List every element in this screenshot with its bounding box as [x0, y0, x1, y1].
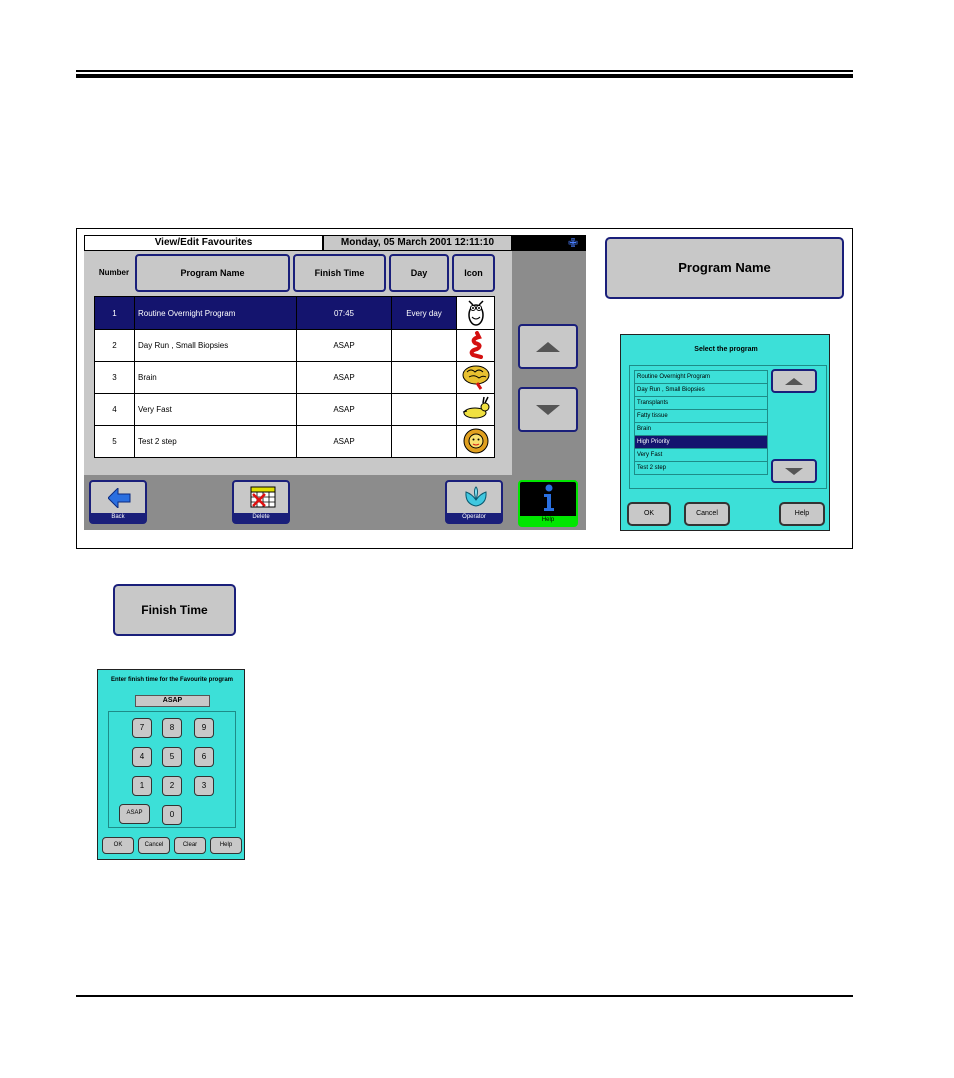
list-item[interactable]: Brain [634, 423, 768, 436]
finish-time-value: ASAP [135, 695, 210, 707]
row-program-name: Test 2 step [135, 426, 297, 458]
list-item[interactable]: Test 2 step [634, 462, 768, 475]
list-item[interactable]: Day Run , Small Biopsies [634, 384, 768, 397]
program-list-box [629, 365, 827, 489]
list-item[interactable]: Fatty tissue [634, 410, 768, 423]
key-3[interactable]: 3 [194, 776, 214, 796]
key-asap[interactable]: ASAP [119, 804, 150, 824]
wrench-icon: ✙ [567, 236, 578, 250]
operator-icon [463, 486, 489, 513]
row-day [392, 394, 457, 426]
column-header-program-name[interactable]: Program Name [135, 254, 290, 292]
help-button[interactable]: Help [779, 502, 825, 526]
row-finish-time: ASAP [297, 330, 392, 362]
row-number: 3 [95, 362, 135, 394]
help-label: Help [520, 516, 576, 525]
delete-button[interactable] [232, 480, 290, 524]
table-row[interactable] [95, 362, 495, 394]
key-2[interactable]: 2 [162, 776, 182, 796]
row-day [392, 362, 457, 394]
row-finish-time: ASAP [297, 362, 392, 394]
row-number: 5 [95, 426, 135, 458]
screen-datetime: Monday, 05 March 2001 12:11:10 [323, 235, 512, 251]
back-label: Back [91, 513, 145, 522]
arrow-up-icon [785, 378, 803, 385]
scroll-up-button[interactable] [518, 324, 578, 369]
row-program-name: Routine Overnight Program [135, 297, 297, 330]
delete-grid-icon [249, 485, 277, 514]
row-number: 1 [95, 297, 135, 330]
bottom-toolbar [84, 475, 512, 530]
arrow-left-icon [108, 488, 132, 513]
operator-button[interactable] [445, 480, 503, 524]
finish-time-dialog-title: Enter finish time for the Favourite program [110, 677, 233, 683]
table-row[interactable] [95, 297, 495, 330]
ok-button[interactable]: OK [102, 837, 134, 854]
help-button[interactable] [518, 480, 578, 527]
list-item[interactable]: Routine Overnight Program [634, 370, 768, 384]
row-program-name: Very Fast [135, 394, 297, 426]
lion-icon [461, 427, 491, 455]
keypad [108, 711, 236, 828]
key-0[interactable]: 0 [162, 805, 182, 825]
table-row[interactable] [95, 394, 495, 426]
ok-button[interactable]: OK [627, 502, 671, 526]
row-finish-time: ASAP [297, 394, 392, 426]
favourites-table-area [84, 251, 512, 475]
scroll-panel [512, 251, 586, 475]
finish-time-button[interactable]: Finish Time [113, 584, 236, 636]
key-7[interactable]: 7 [132, 718, 152, 738]
column-header-finish-time[interactable]: Finish Time [293, 254, 386, 292]
row-program-name: Day Run , Small Biopsies [135, 330, 297, 362]
cancel-button[interactable]: Cancel [138, 837, 170, 854]
column-header-icon[interactable]: Icon [452, 254, 495, 292]
row-day [392, 330, 457, 362]
help-area [512, 475, 586, 530]
row-number: 4 [95, 394, 135, 426]
status-area [512, 235, 586, 251]
row-day [392, 426, 457, 458]
column-header-day[interactable]: Day [389, 254, 449, 292]
key-1[interactable]: 1 [132, 776, 152, 796]
row-day: Every day [392, 297, 457, 330]
back-button[interactable] [89, 480, 147, 524]
delete-label: Delete [234, 513, 288, 522]
intestine-icon [461, 331, 491, 359]
program-list [634, 370, 768, 475]
scroll-down-button[interactable] [518, 387, 578, 432]
clear-button[interactable]: Clear [174, 837, 206, 854]
arrow-up-icon [536, 342, 560, 352]
cancel-button[interactable]: Cancel [684, 502, 730, 526]
footer-rule [76, 995, 853, 997]
row-program-name: Brain [135, 362, 297, 394]
program-name-button[interactable]: Program Name [605, 237, 844, 299]
brain-icon [461, 364, 491, 392]
table-row[interactable] [95, 426, 495, 458]
rabbit-icon [461, 396, 491, 424]
list-item[interactable]: Transplants [634, 397, 768, 410]
table-row[interactable] [95, 330, 495, 362]
arrow-down-icon [536, 405, 560, 415]
favourites-screen [84, 235, 586, 530]
header-rule-thin [76, 70, 853, 72]
row-finish-time: ASAP [297, 426, 392, 458]
list-scroll-down-button[interactable] [771, 459, 817, 483]
list-scroll-up-button[interactable] [771, 369, 817, 393]
column-header-number: Number [94, 254, 134, 292]
info-icon [540, 484, 558, 517]
operator-label: Operator [447, 513, 501, 522]
select-program-title: Select the program [694, 346, 758, 353]
list-item[interactable]: Very Fast [634, 449, 768, 462]
select-program-dialog [620, 334, 830, 531]
key-9[interactable]: 9 [194, 718, 214, 738]
arrow-down-icon [785, 468, 803, 475]
key-4[interactable]: 4 [132, 747, 152, 767]
header-rule-thick [76, 74, 853, 78]
key-8[interactable]: 8 [162, 718, 182, 738]
key-5[interactable]: 5 [162, 747, 182, 767]
favourites-table [94, 296, 495, 458]
owl-icon [461, 297, 491, 325]
key-6[interactable]: 6 [194, 747, 214, 767]
row-finish-time: 07:45 [297, 297, 392, 330]
finish-time-dialog [97, 669, 245, 860]
screen-title: View/Edit Favourites [84, 235, 323, 251]
help-button[interactable]: Help [210, 837, 242, 854]
row-number: 2 [95, 330, 135, 362]
list-item-selected[interactable]: High Priority [634, 436, 768, 449]
